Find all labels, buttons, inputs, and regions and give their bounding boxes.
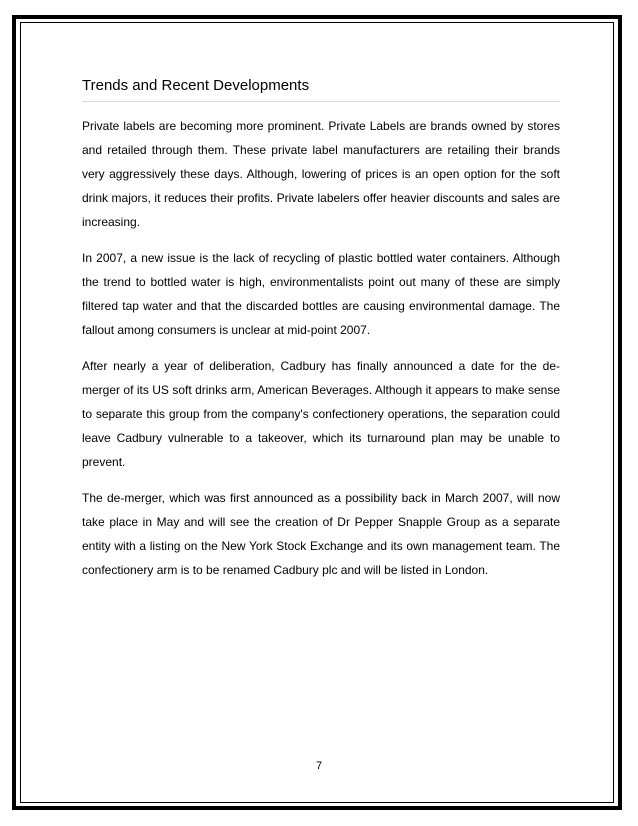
paragraph-cadbury-demerger: After nearly a year of deliberation, Cadbury has finally announced a date for the de-merger of its US soft drinks arm, American Beverages. Although it appears to make sense to separate this group from the company's confectionery operations, the separation could leave Cadbury vulnerable to a takeover, which its turnaround plan may be unable to prevent.: [82, 359, 560, 469]
body-text: [82, 114, 560, 594]
paragraph-recycling: In 2007, a new issue is the lack of recycling of plastic bottled water containers. Although the trend to bottled water is high, environmentalists point out many of these are simply filtered tap water and that the discarded bottles are causing environmental damage. The fallout among consumers is unclear at mid-point 2007.: [82, 251, 560, 337]
page-number: 7: [315, 760, 323, 772]
section-heading: Trends and Recent Developments: [82, 77, 310, 94]
heading-divider: [82, 101, 560, 102]
paragraph-private-labels: Private labels are becoming more prominent. Private Labels are brands owned by stores and retailed through them. These private label manufacturers are retailing their brands very aggressively these days. Although, lowering of prices is an open option for the soft drink majors, it reduces their profits. Private labelers offer heavier discounts and sales are increasing.: [82, 119, 560, 229]
paragraph-demerger-details: The de-merger, which was first announced as a possibility back in March 2007, will now take place in May and will see the creation of Dr Pepper Snapple Group as a separate entity with a listing on the New York Stock Exchange and its own management team. The confectionery arm is to be renamed Cadbury plc and will be listed in London.: [82, 491, 560, 577]
